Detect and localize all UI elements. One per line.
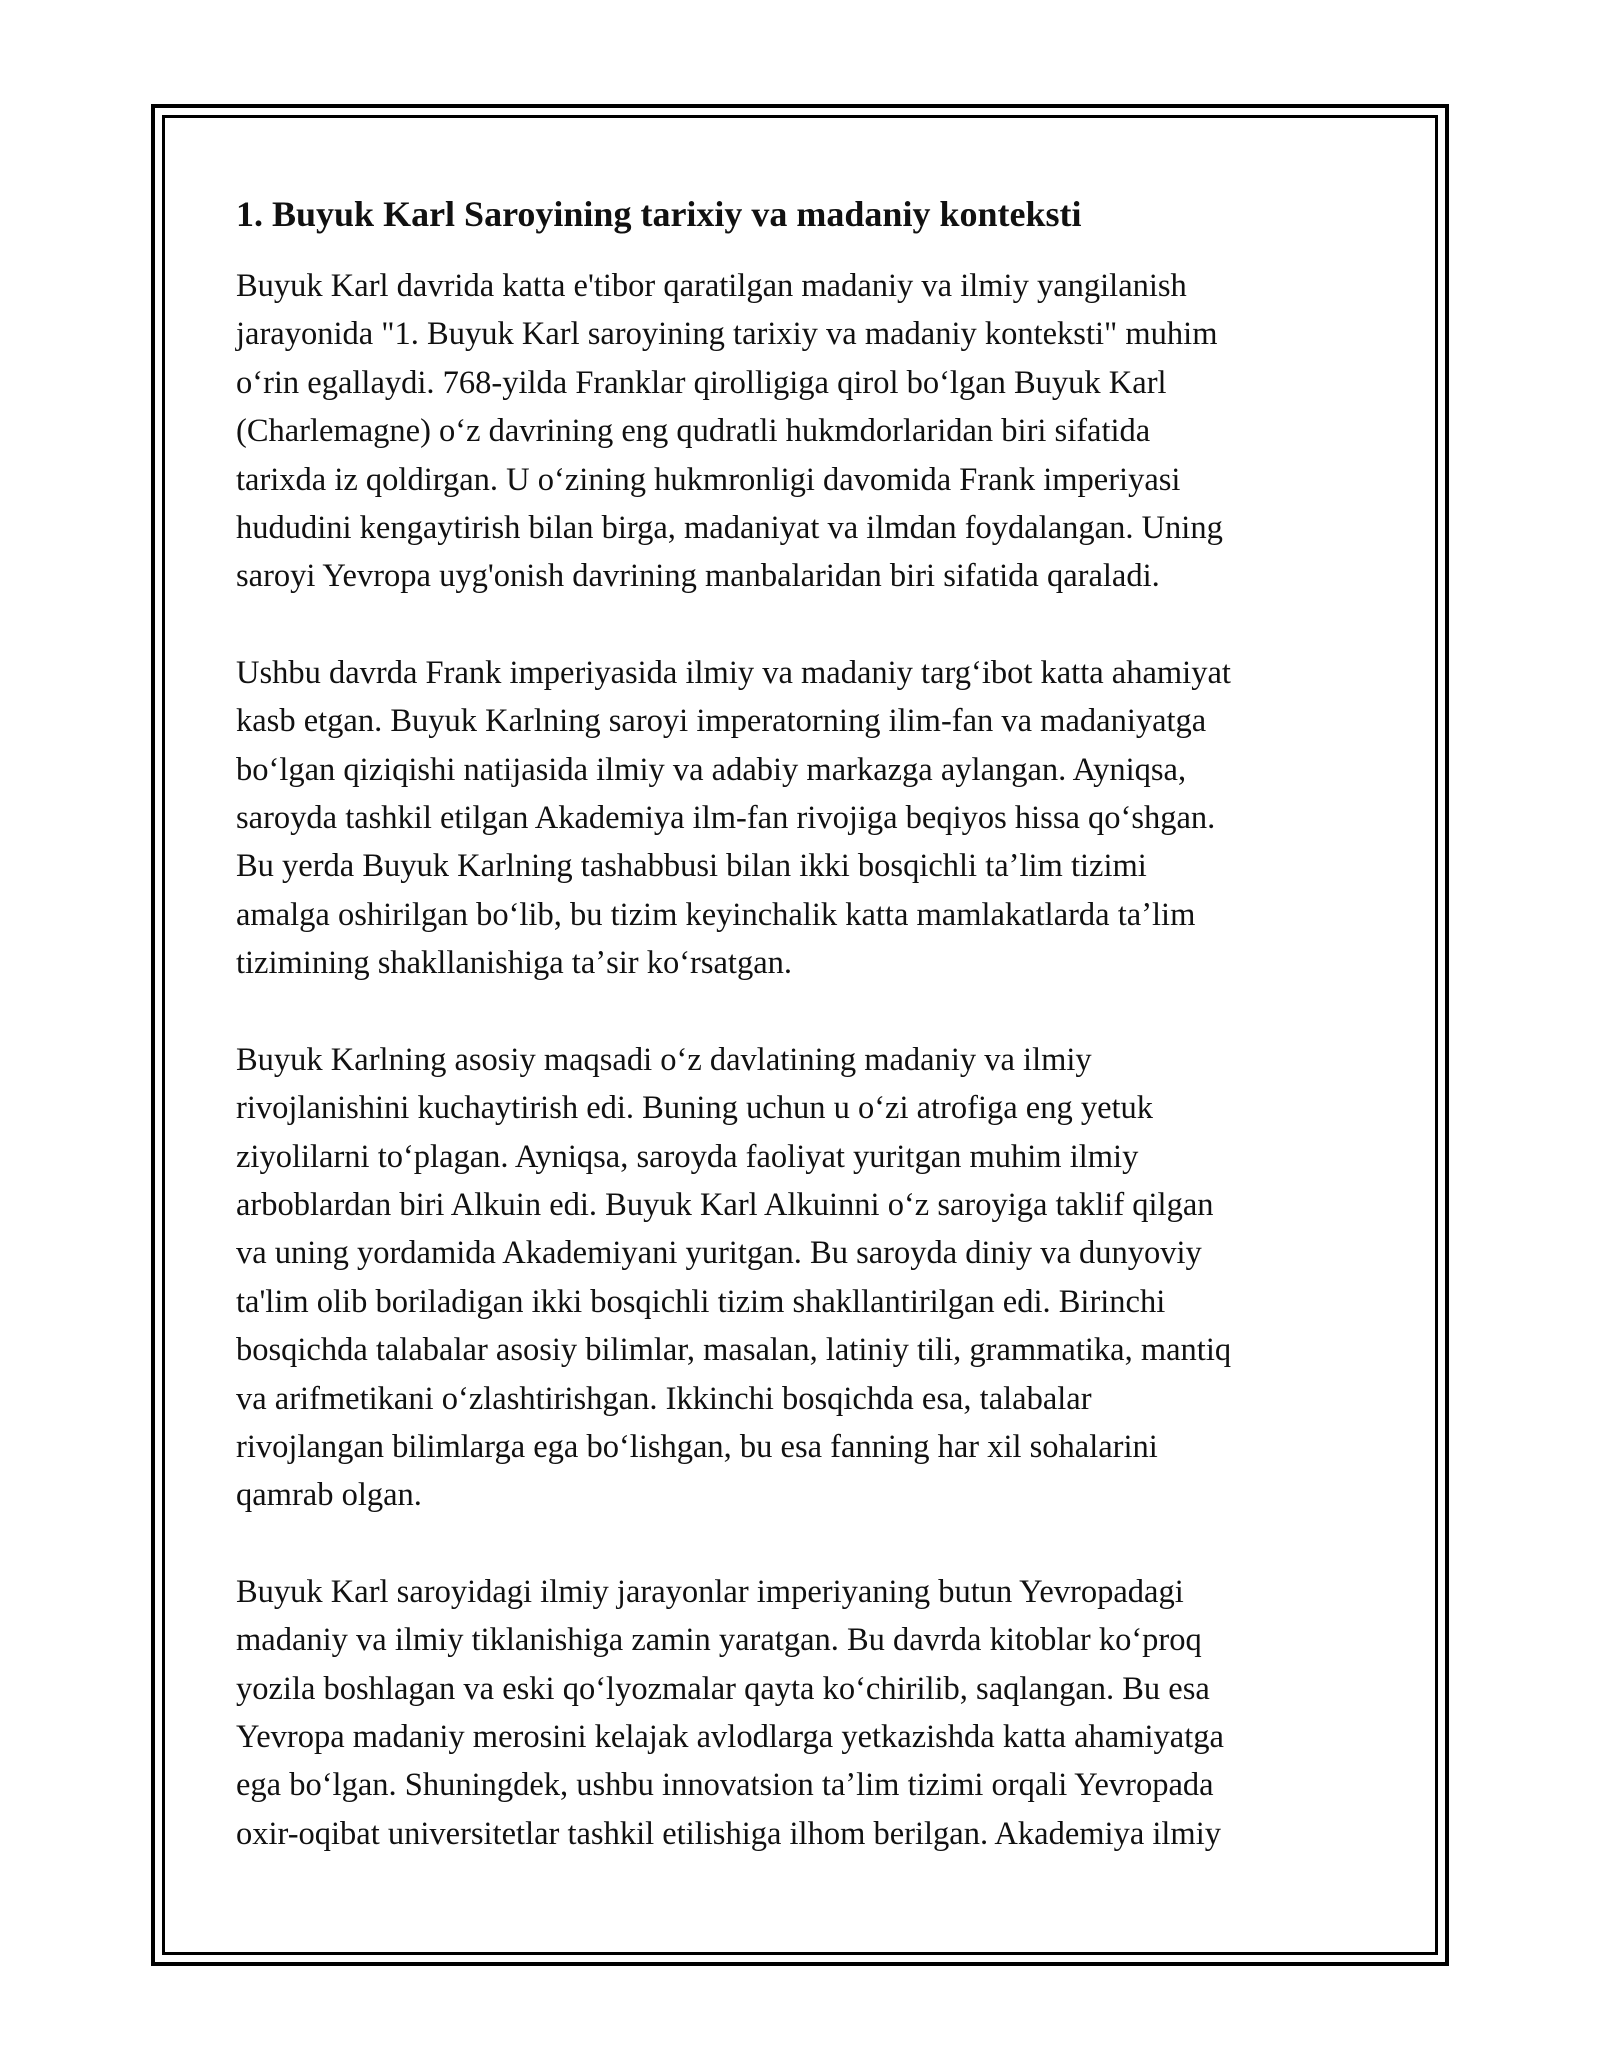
text-line: qamrab olgan. <box>236 1477 422 1514</box>
paragraph-2 <box>236 649 1366 988</box>
text-line: Ushbu davrda Frank imperiyasida ilmiy va madaniy targʻibot katta ahamiyat <box>236 654 1231 691</box>
text-line: ta'lim olib boriladigan ikki bosqichli tizim shakllantirilgan edi. Birinchi <box>236 1283 1166 1320</box>
text-line: Buyuk Karl davrida katta e'tibor qaratilgan madaniy va ilmiy yangilanish <box>236 268 1187 304</box>
text-line: Buyuk Karlning asosiy maqsadi oʻz davlatining madaniy va ilmiy <box>236 1041 1092 1078</box>
text-line: tizimining shakllanishiga taʼsir koʻrsatgan. <box>236 945 792 982</box>
text-line: kasb etgan. Buyuk Karlning saroyi imperatorning ilim-fan va madaniyatga <box>236 703 1207 740</box>
paragraph-3 <box>236 1036 1366 1520</box>
text-line: tarixda iz qoldirgan. U oʻzining hukmronligi davomida Frank imperiyasi <box>236 461 1181 498</box>
text-line: saroyi Yevropa uyg'onish davrining manbalaridan biri sifatida qaraladi. <box>236 558 1160 595</box>
section-heading: 1. Buyuk Karl Saroyining tarixiy va madaniy konteksti <box>236 194 1082 234</box>
text-line: oxir-oqibat universitetlar tashkil etilishiga ilhom berilgan. Akademiya ilmiy <box>236 1815 1221 1852</box>
text-line: bosqichda talabalar asosiy bilimlar, masalan, latiniy tili, grammatika, mantiq <box>236 1332 1232 1369</box>
text-line: rivojlanishini kuchaytirish edi. Buning uchun u oʻzi atrofiga eng yetuk <box>236 1090 1154 1127</box>
text-line: amalga oshirilgan boʻlib, bu tizim keyinchalik katta mamlakatlarda taʼlim <box>236 896 1196 933</box>
text-line: oʻrin egallaydi. 768-yilda Franklar qirolligiga qirol boʻlgan Buyuk Karl <box>236 364 1167 401</box>
text-line: yozila boshlagan va eski qoʻlyozmalar qayta koʻchirilib, saqlangan. Bu esa <box>236 1670 1210 1707</box>
paragraph-4 <box>236 1568 1366 1858</box>
text-line: (Charlemagne) oʻz davrining eng qudratli hukmdorlaridan biri sifatida <box>236 413 1151 450</box>
text-line: rivojlangan bilimlarga ega boʻlishgan, bu esa fanning har xil sohalarini <box>236 1428 1158 1465</box>
text-line: Bu yerda Buyuk Karlning tashabbusi bilan ikki bosqichli taʼlim tizimi <box>236 848 1147 885</box>
text-line: va arifmetikani oʻzlashtirishgan. Ikkinchi bosqichda esa, talabalar <box>236 1380 1092 1417</box>
text-line: ega boʻlgan. Shuningdek, ushbu innovatsion taʼlim tizimi orqali Yevropada <box>236 1767 1214 1804</box>
text-line: ziyolilarni toʻplagan. Ayniqsa, saroyda faoliyat yuritgan muhim ilmiy <box>236 1138 1139 1175</box>
text-line: saroyda tashkil etilgan Akademiya ilm-fan rivojiga beqiyos hissa qoʻshgan. <box>236 800 1216 837</box>
document-body <box>236 188 1366 1906</box>
text-line: madaniy va ilmiy tiklanishiga zamin yaratgan. Bu davrda kitoblar koʻproq <box>236 1622 1202 1659</box>
text-line: Buyuk Karl saroyidagi ilmiy jarayonlar imperiyaning butun Yevropadagi <box>236 1573 1184 1610</box>
text-line: hududini kengaytirish bilan birga, madaniyat va ilmdan foydalangan. Uning <box>236 510 1223 547</box>
paragraph-1 <box>236 262 1366 601</box>
text-line: arboblardan biri Alkuin edi. Buyuk Karl Alkuinni oʻz saroyiga taklif qilgan <box>236 1186 1214 1223</box>
text-line: Yevropa madaniy merosini kelajak avlodlarga yetkazishda katta ahamiyatga <box>236 1718 1224 1755</box>
text-line: jarayonida "1. Buyuk Karl saroyining tarixiy va madaniy konteksti" muhim <box>236 316 1218 353</box>
text-line: va uning yordamida Akademiyani yuritgan. Bu saroyda diniy va dunyoviy <box>236 1235 1202 1272</box>
text-line: boʻlgan qiziqishi natijasida ilmiy va adabiy markazga aylangan. Ayniqsa, <box>236 751 1187 788</box>
